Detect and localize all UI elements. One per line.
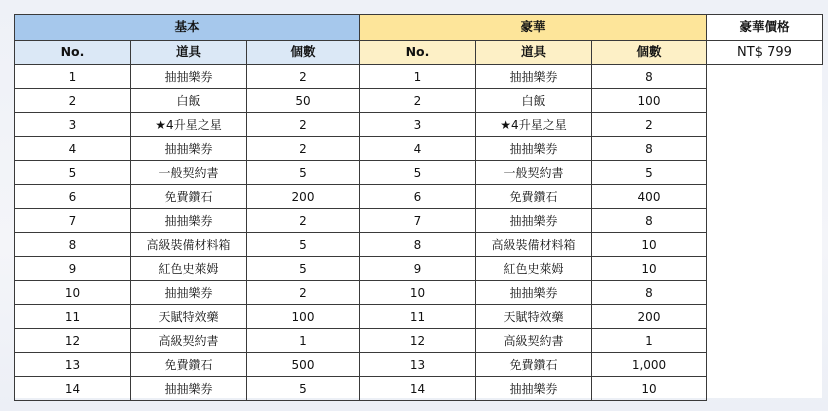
basic-count: 2	[247, 281, 360, 305]
deluxe-count: 8	[592, 65, 707, 89]
deluxe-col-no: No.	[360, 41, 476, 65]
basic-no: 14	[15, 377, 131, 401]
basic-item: 抽抽樂券	[131, 65, 247, 89]
basic-count: 5	[247, 161, 360, 185]
basic-count: 1	[247, 329, 360, 353]
deluxe-item: 高級契約書	[476, 329, 592, 353]
deluxe-count: 10	[592, 257, 707, 281]
basic-no: 1	[15, 65, 131, 89]
deluxe-item: 免費鑽石	[476, 353, 592, 377]
basic-no: 13	[15, 353, 131, 377]
deluxe-count: 2	[592, 113, 707, 137]
basic-item: 紅色史萊姆	[131, 257, 247, 281]
deluxe-item: 抽抽樂券	[476, 65, 592, 89]
basic-no: 7	[15, 209, 131, 233]
basic-count: 100	[247, 305, 360, 329]
table-row	[15, 353, 823, 377]
table-frame	[14, 14, 822, 398]
basic-no: 6	[15, 185, 131, 209]
basic-col-no: No.	[15, 41, 131, 65]
basic-item: 白飯	[131, 89, 247, 113]
basic-count: 50	[247, 89, 360, 113]
deluxe-price-header: 豪華價格	[707, 15, 823, 41]
table-row	[15, 257, 823, 281]
deluxe-count: 1	[592, 329, 707, 353]
basic-no: 12	[15, 329, 131, 353]
deluxe-count: 10	[592, 377, 707, 401]
deluxe-no: 9	[360, 257, 476, 281]
deluxe-count: 8	[592, 137, 707, 161]
basic-no: 4	[15, 137, 131, 161]
deluxe-item: 免費鑽石	[476, 185, 592, 209]
deluxe-item: 抽抽樂券	[476, 209, 592, 233]
basic-item: 免費鑽石	[131, 353, 247, 377]
table-row	[15, 113, 823, 137]
deluxe-no: 3	[360, 113, 476, 137]
deluxe-count: 1,000	[592, 353, 707, 377]
deluxe-item: 天賦特效藥	[476, 305, 592, 329]
basic-title: 基本	[15, 15, 360, 41]
deluxe-count: 400	[592, 185, 707, 209]
deluxe-item: 紅色史萊姆	[476, 257, 592, 281]
basic-no: 9	[15, 257, 131, 281]
basic-no: 8	[15, 233, 131, 257]
basic-item: 免費鑽石	[131, 185, 247, 209]
basic-count: 5	[247, 257, 360, 281]
basic-item: 高級裝備材料箱	[131, 233, 247, 257]
basic-no: 5	[15, 161, 131, 185]
basic-item: 抽抽樂券	[131, 209, 247, 233]
deluxe-no: 8	[360, 233, 476, 257]
deluxe-count: 8	[592, 281, 707, 305]
basic-count: 2	[247, 113, 360, 137]
basic-item: 高級契約書	[131, 329, 247, 353]
basic-count: 2	[247, 65, 360, 89]
deluxe-count: 100	[592, 89, 707, 113]
deluxe-no: 10	[360, 281, 476, 305]
table-row	[15, 185, 823, 209]
table-row	[15, 209, 823, 233]
table-row	[15, 65, 823, 89]
deluxe-item: 高級裝備材料箱	[476, 233, 592, 257]
deluxe-count: 5	[592, 161, 707, 185]
table-row	[15, 377, 823, 401]
basic-no: 2	[15, 89, 131, 113]
deluxe-no: 11	[360, 305, 476, 329]
table-row	[15, 233, 823, 257]
basic-col-count: 個數	[247, 41, 360, 65]
basic-item: 一般契約書	[131, 161, 247, 185]
deluxe-item: 白飯	[476, 89, 592, 113]
rewards-table	[14, 14, 823, 401]
deluxe-item: ★4升星之星	[476, 113, 592, 137]
deluxe-no: 12	[360, 329, 476, 353]
deluxe-no: 2	[360, 89, 476, 113]
table-row	[15, 89, 823, 113]
basic-item: 抽抽樂券	[131, 137, 247, 161]
basic-count: 5	[247, 233, 360, 257]
deluxe-no: 7	[360, 209, 476, 233]
basic-item: 天賦特效藥	[131, 305, 247, 329]
rewards-table-body	[15, 65, 823, 401]
deluxe-count: 200	[592, 305, 707, 329]
deluxe-no: 6	[360, 185, 476, 209]
deluxe-col-item: 道具	[476, 41, 592, 65]
deluxe-price-value: NT$ 799	[707, 41, 823, 65]
deluxe-no: 14	[360, 377, 476, 401]
basic-no: 3	[15, 113, 131, 137]
deluxe-item: 抽抽樂券	[476, 137, 592, 161]
basic-count: 500	[247, 353, 360, 377]
deluxe-no: 5	[360, 161, 476, 185]
deluxe-item: 抽抽樂券	[476, 377, 592, 401]
basic-item: ★4升星之星	[131, 113, 247, 137]
basic-count: 200	[247, 185, 360, 209]
deluxe-no: 4	[360, 137, 476, 161]
deluxe-title: 豪華	[360, 15, 707, 41]
deluxe-item: 一般契約書	[476, 161, 592, 185]
basic-no: 10	[15, 281, 131, 305]
table-row	[15, 281, 823, 305]
deluxe-count: 8	[592, 209, 707, 233]
basic-col-item: 道具	[131, 41, 247, 65]
table-row	[15, 161, 823, 185]
basic-count: 2	[247, 209, 360, 233]
basic-count: 5	[247, 377, 360, 401]
deluxe-no: 1	[360, 65, 476, 89]
basic-count: 2	[247, 137, 360, 161]
table-row	[15, 137, 823, 161]
deluxe-item: 抽抽樂券	[476, 281, 592, 305]
deluxe-count: 10	[592, 233, 707, 257]
table-row	[15, 305, 823, 329]
basic-item: 抽抽樂券	[131, 281, 247, 305]
basic-item: 抽抽樂券	[131, 377, 247, 401]
table-row	[15, 329, 823, 353]
deluxe-col-count: 個數	[592, 41, 707, 65]
deluxe-no: 13	[360, 353, 476, 377]
basic-no: 11	[15, 305, 131, 329]
